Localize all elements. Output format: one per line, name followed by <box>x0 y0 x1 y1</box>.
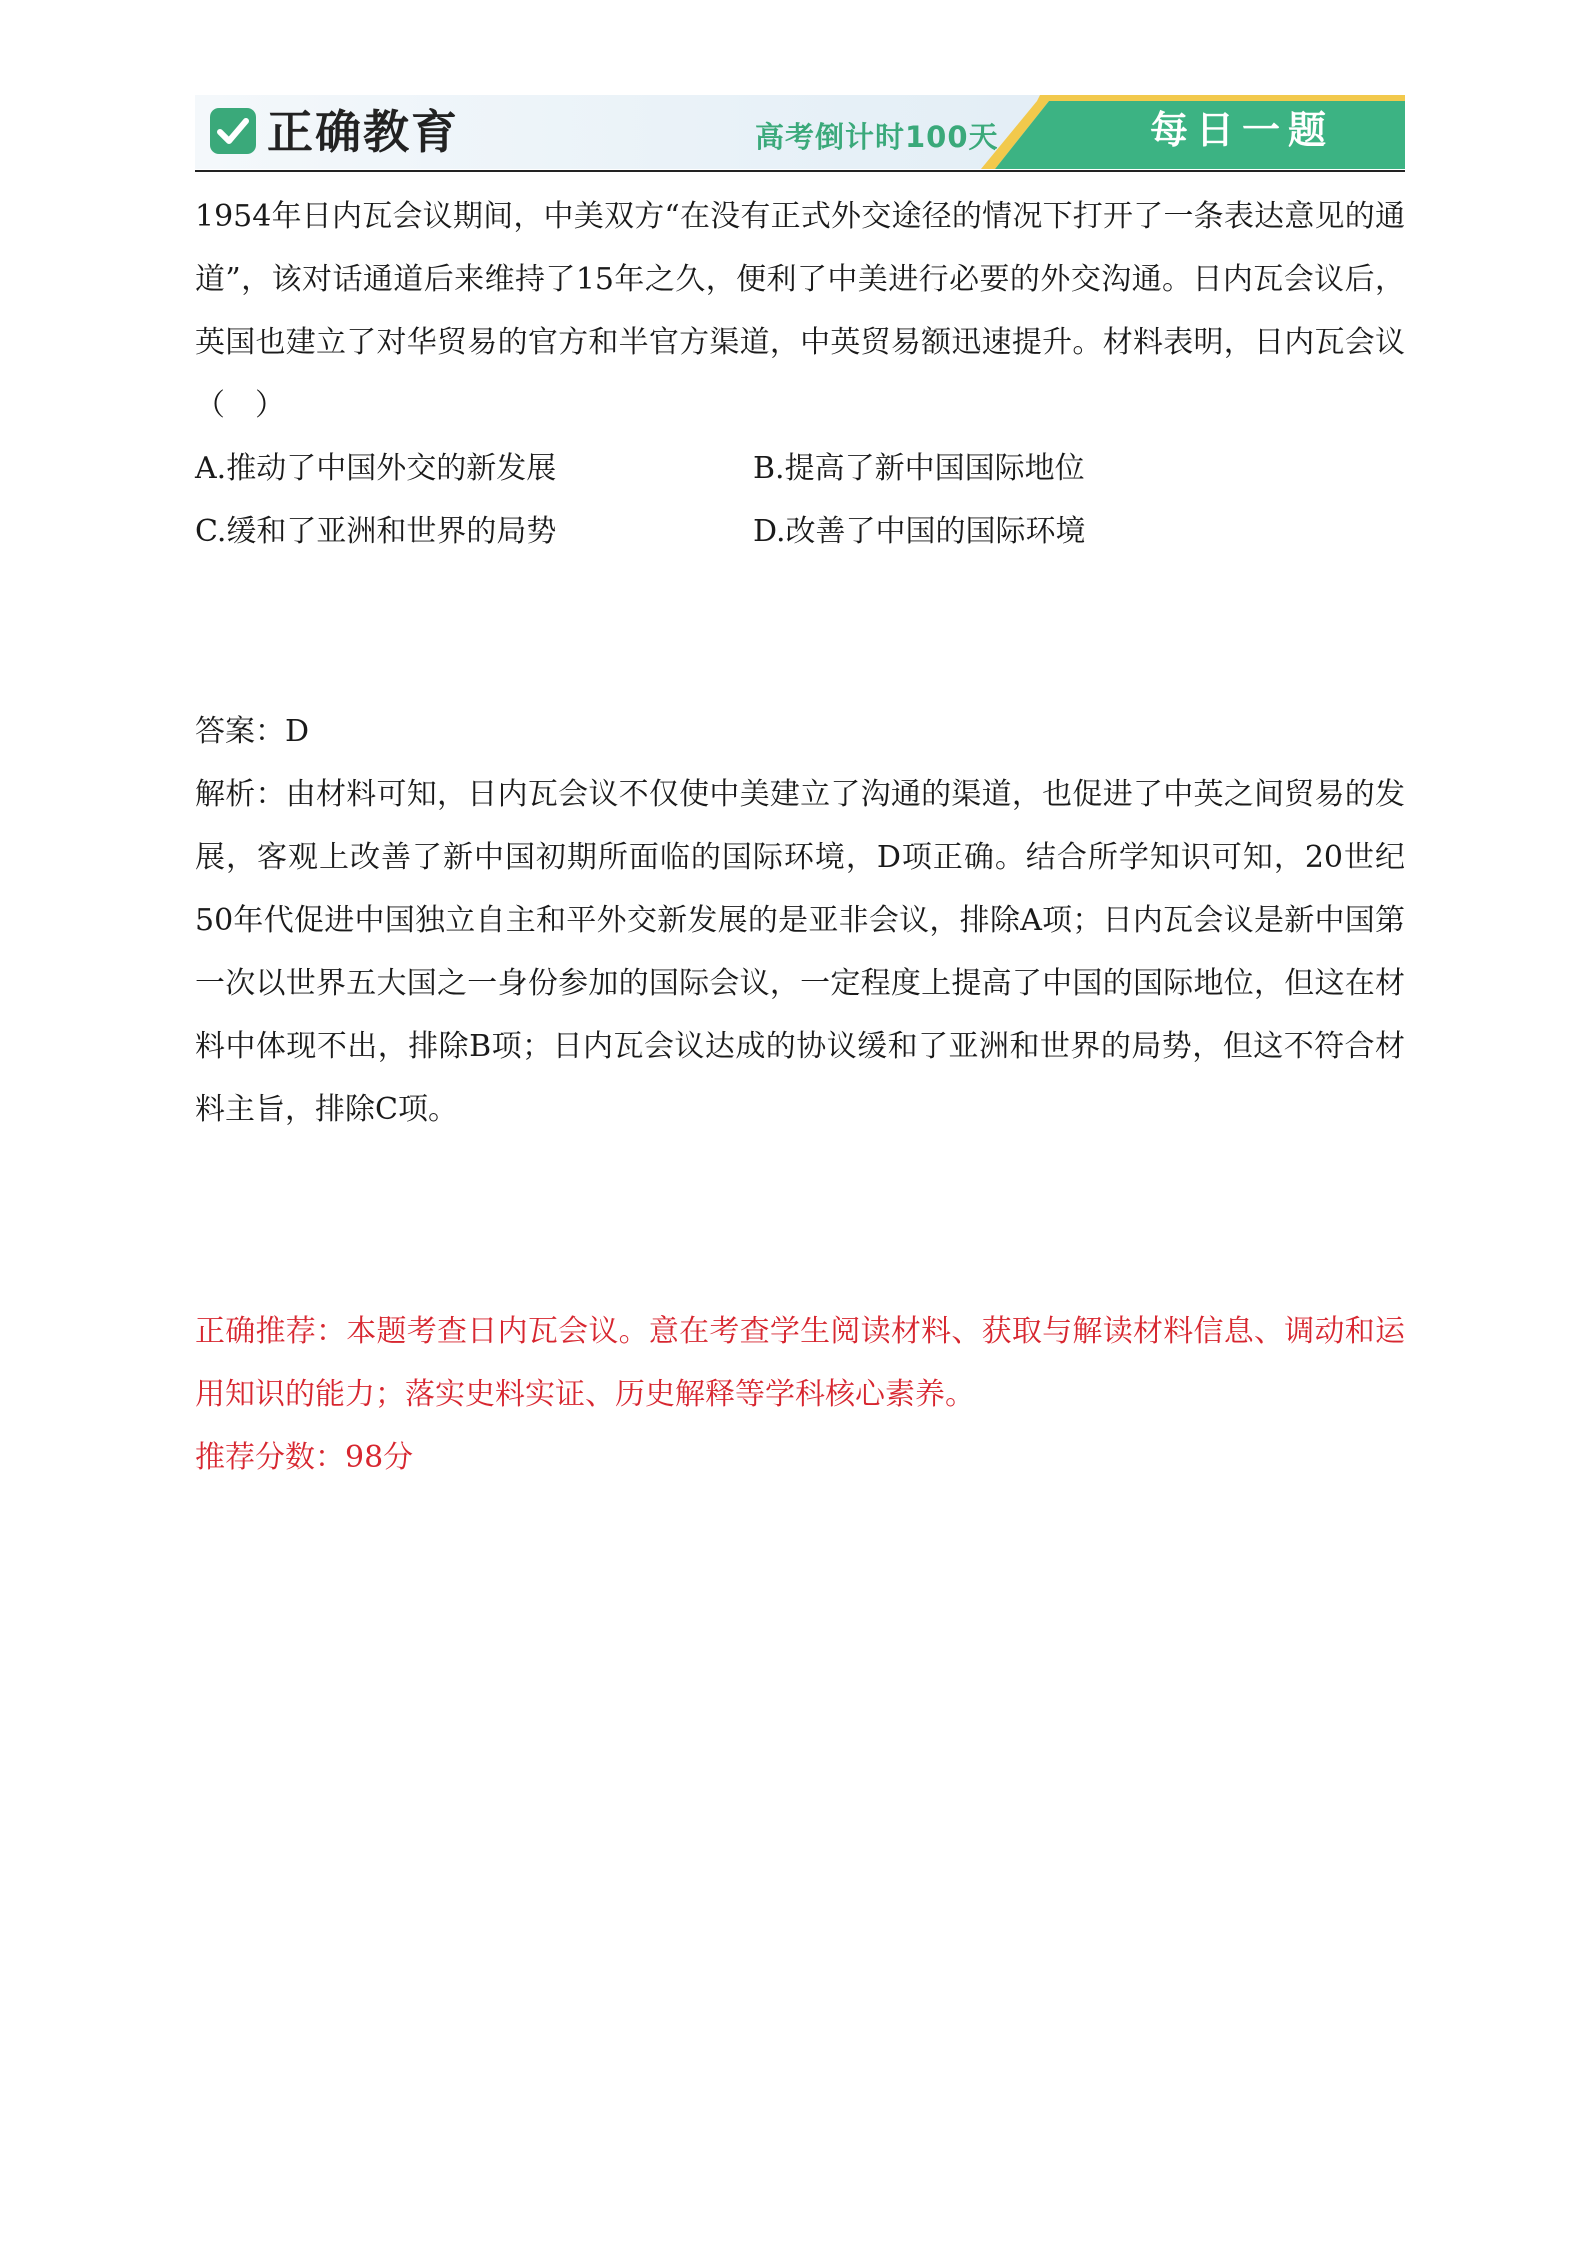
recommendation-score: 推荐分数：98分 <box>195 1440 414 1475</box>
answer-section <box>195 700 1405 1141</box>
question-text: 1954年日内瓦会议期间，中美双方“在没有正式外交途径的情况下打开了一条表达意见的通道”，该对话通道后来维持了15年之久，便利了中美进行必要的外交沟通。日内瓦会议后，英国也建立了对华贸易的官方和半官方渠道，中英贸易额迅速提升。材料表明，日内瓦会议（ ） <box>195 199 1405 423</box>
question-stem <box>195 185 1405 437</box>
option-a: A.推动了中国外交的新发展 <box>195 451 557 486</box>
checkmark-logo-icon <box>209 107 257 155</box>
daily-question-tag: 每日一题 <box>1150 108 1335 152</box>
answer-line: 答案：D <box>195 714 310 749</box>
recommendation-text: 正确推荐：本题考查日内瓦会议。意在考查学生阅读材料、获取与解读材料信息、调动和运用知识的能力；落实史料实证、历史解释等学科核心素养。 <box>195 1314 1405 1412</box>
option-b: B.提高了新中国国际地位 <box>753 451 1085 486</box>
countdown-label: 高考倒计时100天 <box>755 120 999 154</box>
analysis-text: 解析：由材料可知，日内瓦会议不仅使中美建立了沟通的渠道，也促进了中英之间贸易的发展，客观上改善了新中国初期所面临的国际环境，D项正确。结合所学知识可知，20世纪50年代促进中国独立自主和平外交新发展的是亚非会议，排除A项；日内瓦会议是新中国第一次以世界五大国之一身份参加的国际会议，一定程度上提高了中国的国际地位，但这在材料中体现不出，排除B项；日内瓦会议达成的协议缓和了亚洲和世界的局势，但这不符合材料主旨，排除C项。 <box>195 777 1405 1127</box>
options-row-2 <box>195 500 1405 563</box>
option-d: D.改善了中国的国际环境 <box>753 514 1086 549</box>
header-divider <box>195 170 1405 172</box>
brand-name: 正确教育 <box>267 105 459 159</box>
answer-options <box>195 437 1405 563</box>
header-banner <box>195 95 1405 173</box>
options-row-1 <box>195 437 1405 500</box>
option-c: C.缓和了亚洲和世界的局势 <box>195 514 557 549</box>
recommendation-section <box>195 1300 1405 1489</box>
